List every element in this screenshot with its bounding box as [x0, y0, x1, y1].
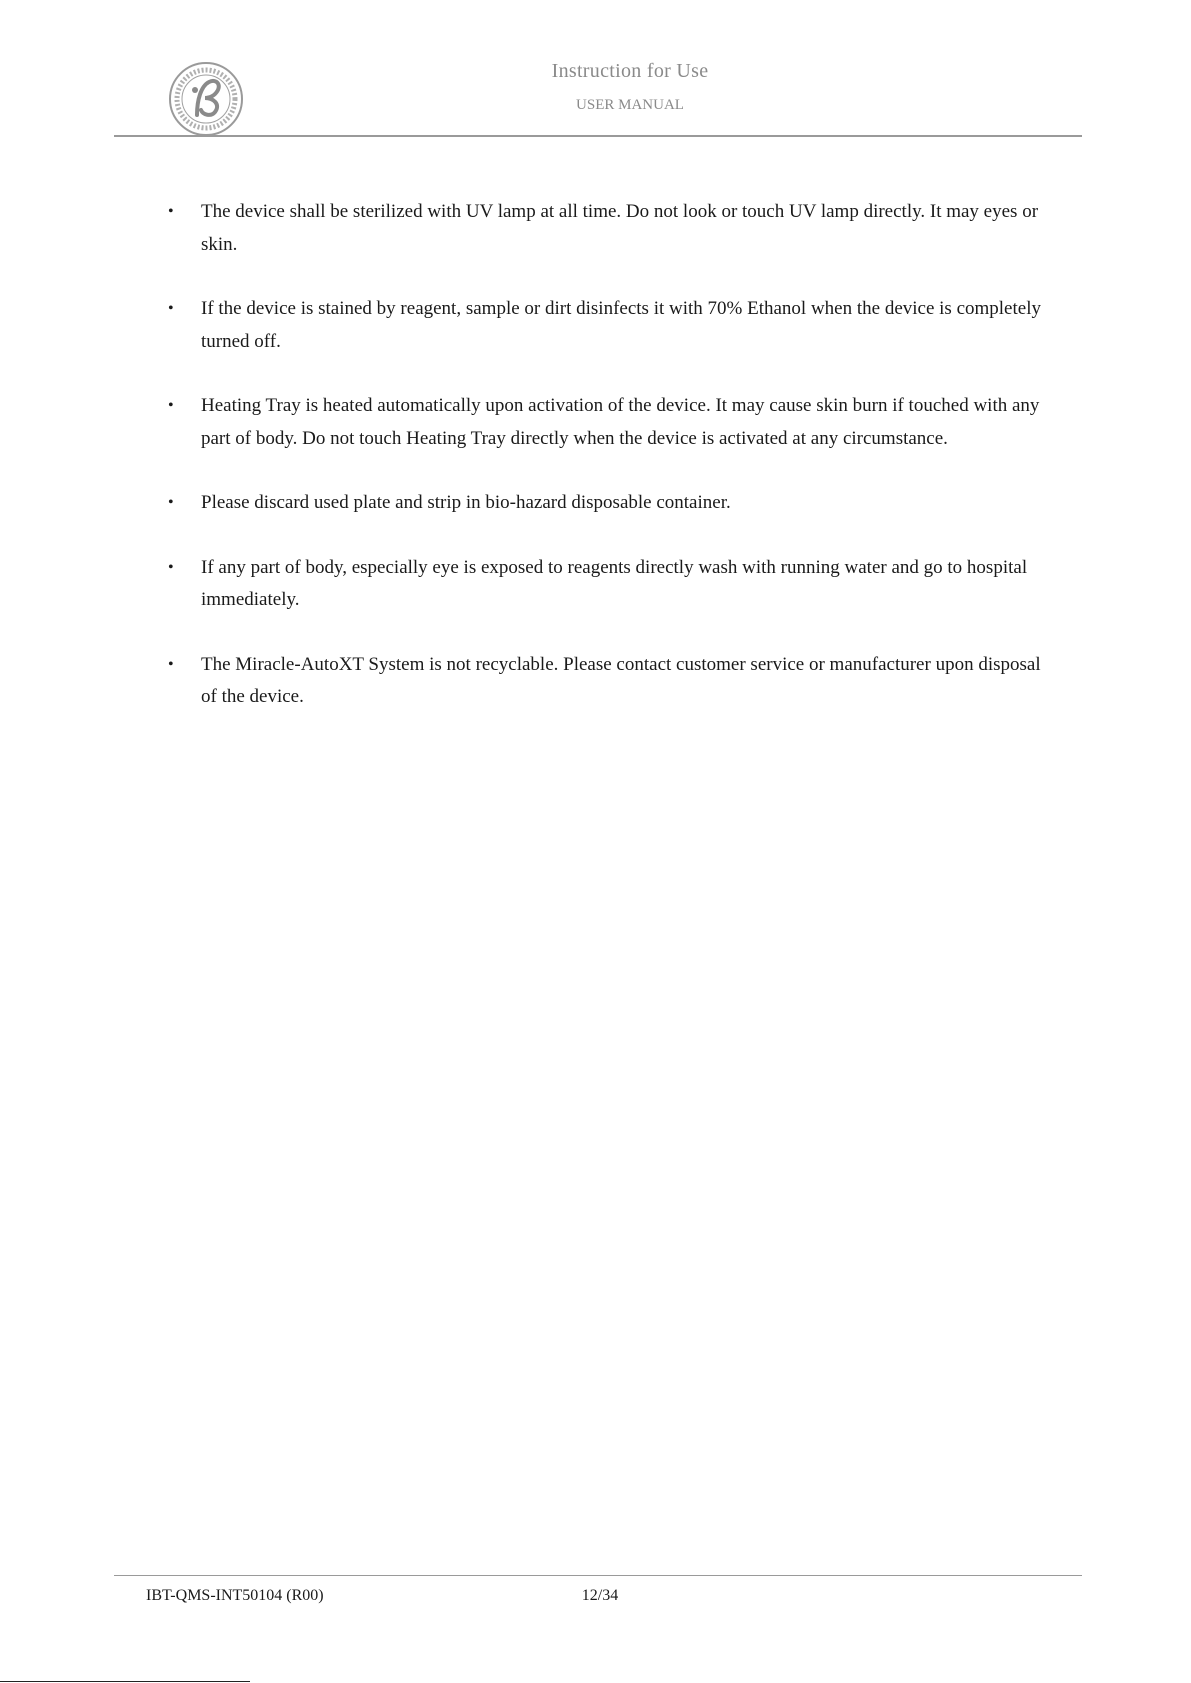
- footer-divider: [114, 1575, 1082, 1576]
- header-divider: [114, 135, 1082, 137]
- bullet-icon: •: [168, 300, 174, 317]
- list-item-text: The device shall be sterilized with UV lamp at all time. Do not look or touch UV lamp directly. It may eyes or skin.: [201, 201, 1039, 255]
- bullet-icon: •: [168, 558, 174, 576]
- bullet-icon: •: [168, 203, 174, 220]
- list-item: [168, 196, 1050, 261]
- list-item: [168, 390, 1050, 455]
- list-item: [168, 293, 1050, 358]
- safety-instructions-list: [168, 196, 1050, 746]
- list-item: [168, 552, 1050, 617]
- bullet-icon: •: [168, 655, 174, 673]
- bullet-icon: •: [168, 494, 174, 511]
- list-item-text: Please discard used plate and strip in bio-hazard disposable container.: [201, 492, 731, 513]
- document-code: IBT-QMS-INT50104 (R00): [146, 1587, 324, 1604]
- page-edge-line: [0, 1681, 250, 1682]
- header-subtitle: USER MANUAL: [576, 97, 684, 113]
- bullet-icon: •: [168, 397, 174, 414]
- header-title: Instruction for Use: [551, 60, 709, 82]
- list-item-text: Heating Tray is heated automatically upon activation of the device. It may cause skin burn if touched with any part of body. Do not touch Heating Tray directly when the device is activated at any circumstance.: [201, 395, 1040, 449]
- company-logo: [167, 60, 245, 138]
- page-number: 12/34: [581, 1587, 619, 1604]
- list-item: [168, 649, 1050, 714]
- list-item: [168, 487, 1050, 520]
- list-item-text: If any part of body, especially eye is exposed to reagents directly wash with running water and go to hospital immediately.: [201, 556, 1028, 610]
- list-item-text: The Miracle-AutoXT System is not recyclable. Please contact customer service or manufacturer upon disposal of the device.: [201, 653, 1041, 707]
- list-item-text: If the device is stained by reagent, sample or dirt disinfects it with 70% Ethanol when the device is completely turned off.: [201, 298, 1041, 352]
